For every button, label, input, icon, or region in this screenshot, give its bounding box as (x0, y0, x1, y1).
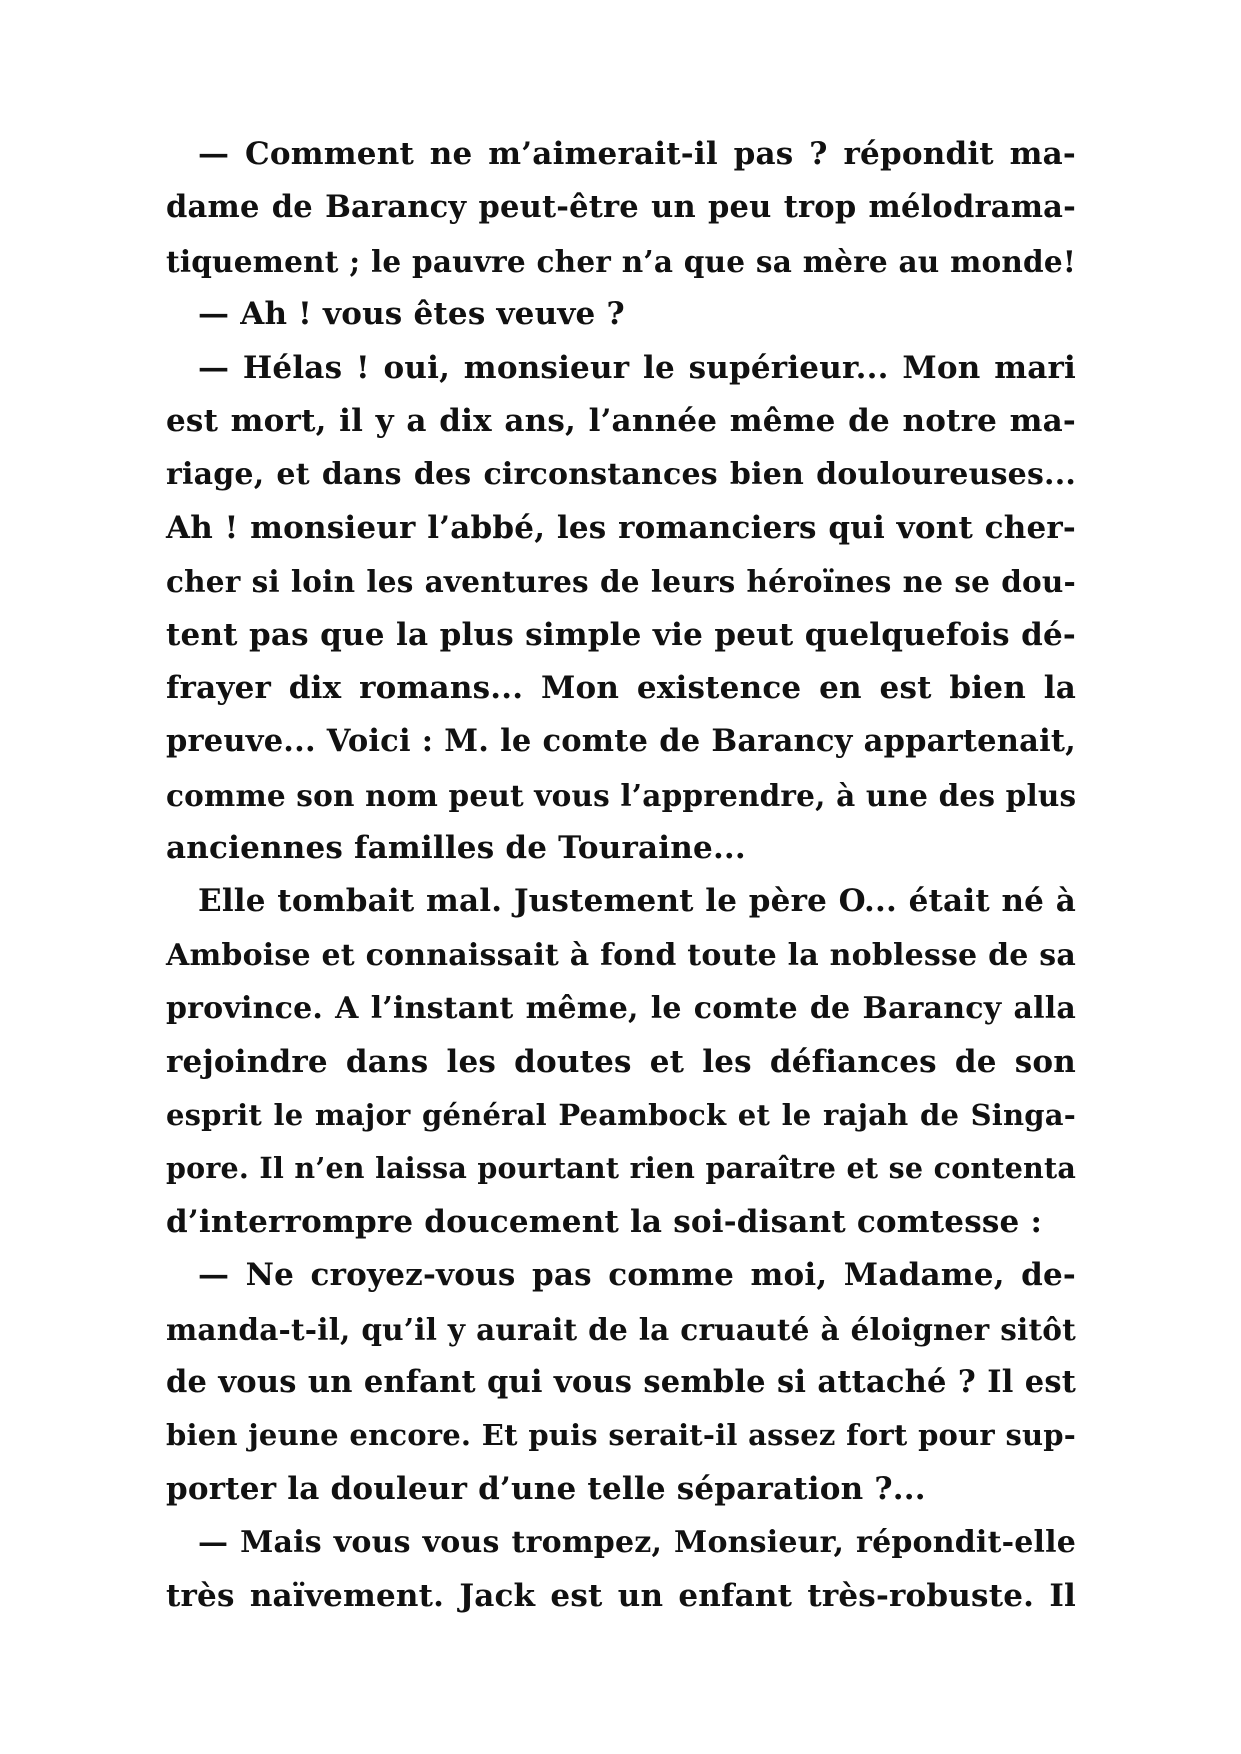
text-line: — Hélas ! oui, monsieur le supérieur... Mon mari (198, 349, 1076, 386)
text-line: — Ah ! vous êtes veuve ? (198, 296, 625, 333)
text-line: bien jeune encore. Et puis serait-il assez fort pour sup- (166, 1418, 1076, 1453)
text-line: — Comment ne m’aimerait-il pas ? répondit ma- (198, 136, 1076, 172)
text-line: tent pas que la plus simple vie peut quelquefois dé- (166, 616, 1076, 653)
text-line: Ah ! monsieur l’abbé, les romanciers qui vont cher- (166, 509, 1076, 546)
text-line: riage, et dans des circonstances bien douloureuses... (166, 457, 1076, 493)
text-line: Amboise et connaissait à fond toute la noblesse de sa (166, 937, 1076, 973)
text-line: comme son nom peut vous l’apprendre, à une des plus (166, 777, 1077, 813)
body-text (166, 128, 1076, 1623)
text-line: d’interrompre doucement la soi-disant comtesse : (166, 1203, 1043, 1240)
text-line: porter la douleur d’une telle séparation ?... (166, 1470, 926, 1507)
text-line: Elle tombait mal. Justement le père O... était né à (198, 883, 1076, 920)
text-line: pore. Il n’en laissa pourtant rien paraître et se contenta (166, 1151, 1076, 1186)
text-line: de vous un enfant qui vous semble si attaché ? Il est (166, 1363, 1076, 1400)
text-line: tiquement ; le pauvre cher n’a que sa mère au monde! (166, 243, 1076, 279)
text-line: province. A l’instant même, le comte de Barancy alla (166, 991, 1076, 1027)
text-line: esprit le major général Peambock et le rajah de Singa- (166, 1098, 1076, 1133)
text-line: anciennes familles de Touraine... (166, 830, 746, 867)
text-line: preuve... Voici : M. le comte de Barancy appartenait, (166, 723, 1076, 760)
text-line: cher si loin les aventures de leurs héroïnes ne se dou- (166, 564, 1076, 600)
text-line: manda-t-il, qu’il y aurait de la cruauté à éloigner sitôt (166, 1311, 1076, 1347)
text-line: très naïvement. Jack est un enfant très-robuste. Il (166, 1577, 1076, 1614)
text-line: est mort, il y a dix ans, l’année même de notre ma- (166, 402, 1076, 439)
text-line: — Mais vous vous trompez, Monsieur, répondit-elle (198, 1525, 1076, 1561)
text-line: frayer dix romans... Mon existence en est bien la (166, 669, 1076, 706)
text-line: rejoindre dans les doutes et les défiances de son (166, 1043, 1076, 1080)
text-line: dame de Barancy peut-être un peu trop mélodrama- (166, 189, 1076, 226)
text-line: — Ne croyez-vous pas comme moi, Madame, de- (198, 1257, 1076, 1294)
